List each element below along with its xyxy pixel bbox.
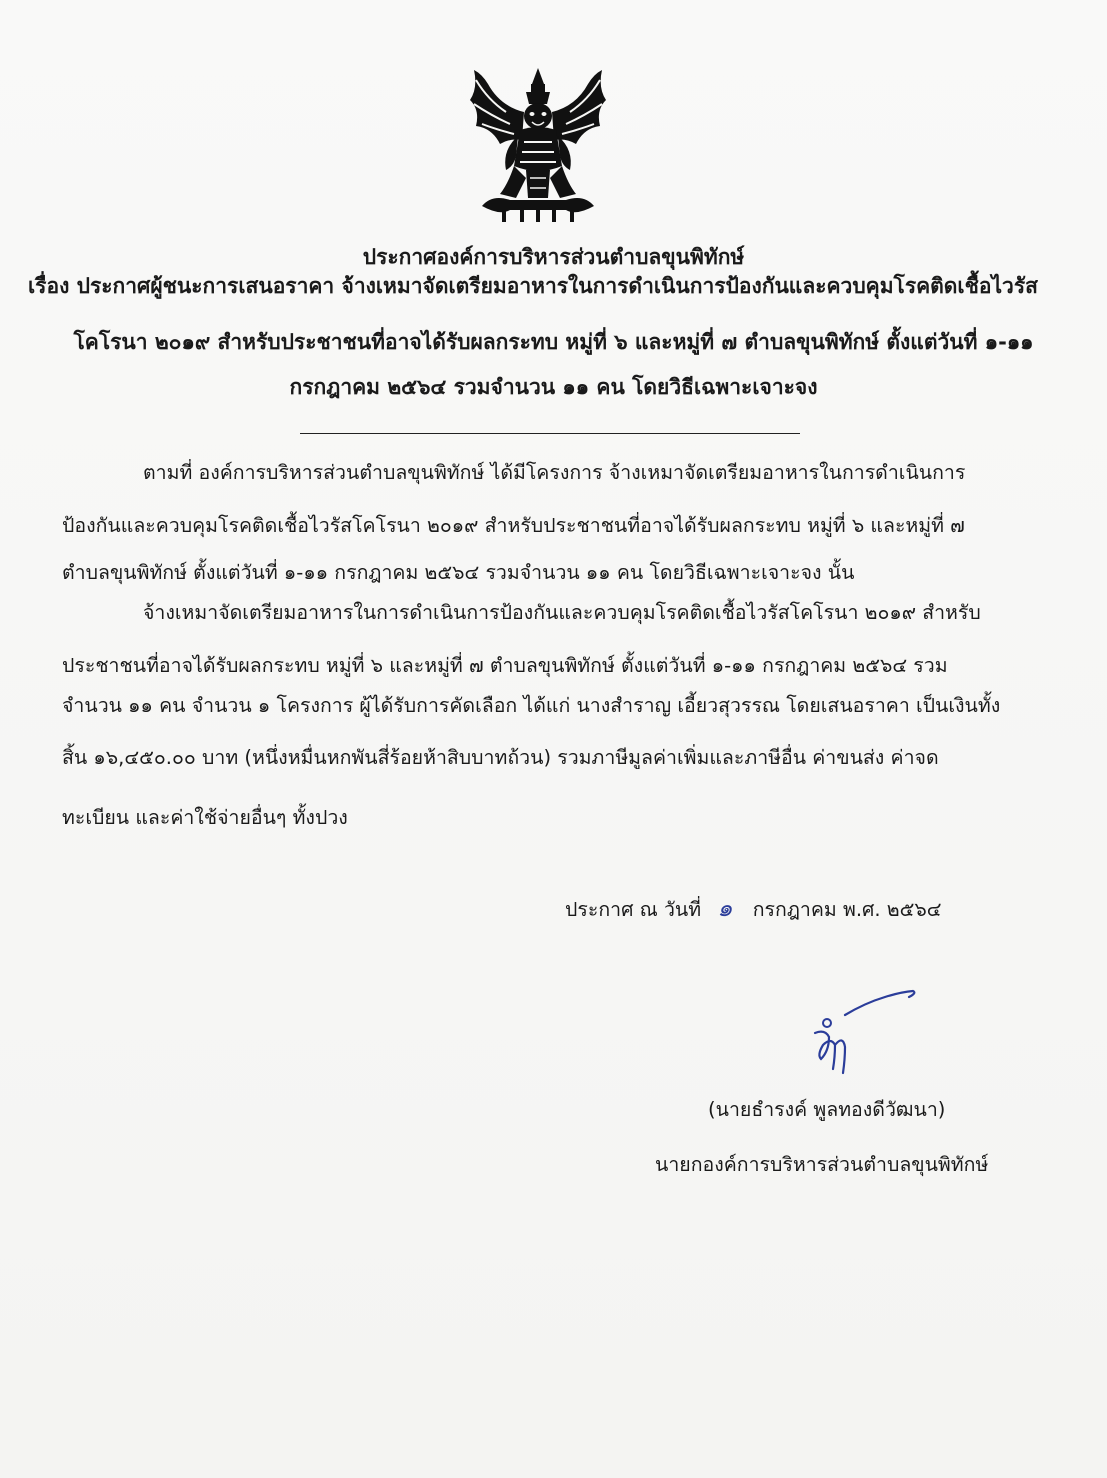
- subject-line-1: เรื่อง ประกาศผู้ชนะการเสนอราคา จ้างเหมาจัดเตรียมอาหารในการดำเนินการป้องกันและควบคุมโรคติดเชื้อไวรัส: [28, 274, 1038, 298]
- date-day-handwritten: ๑: [717, 894, 733, 922]
- announcement-title: ประกาศองค์การบริหารส่วนตำบลขุนพิทักษ์: [362, 245, 745, 269]
- signatory-name: (นายธำรงค์ พูลทองดีวัฒนา): [708, 1098, 946, 1121]
- subject-line-2: โคโรนา ๒๐๑๙ สำหรับประชาชนที่อาจได้รับผลกระทบ หมู่ที่ ๖ และหมู่ที่ ๗ ตำบลขุนพิทักษ์ ตั้งแต่วันที่ ๑-๑๑: [73, 330, 1034, 354]
- body-line: ป้องกันและควบคุมโรคติดเชื้อไวรัสโคโรนา ๒๐๑๙ สำหรับประชาชนที่อาจได้รับผลกระทบ หมู่ที่ ๖ และหมู่ที่ ๗: [62, 514, 965, 537]
- signatory-position: นายกองค์การบริหารส่วนตำบลขุนพิทักษ์: [655, 1153, 989, 1176]
- garuda-emblem-icon: [452, 66, 624, 226]
- body-line: สิ้น ๑๖,๔๕๐.๐๐ บาท (หนึ่งหมื่นหกพันสี่ร้อยห้าสิบบาทถ้วน) รวมภาษีมูลค่าเพิ่มและภาษีอื่น ค่าขนส่ง ค่าจด: [62, 746, 939, 769]
- date-month-year: กรกฎาคม พ.ศ. ๒๕๖๔: [752, 898, 942, 921]
- date-prefix: ประกาศ ณ วันที่: [565, 898, 702, 921]
- body-line: ตำบลขุนพิทักษ์ ตั้งแต่วันที่ ๑-๑๑ กรกฎาคม ๒๕๖๔ รวมจำนวน ๑๑ คน โดยวิธีเฉพาะเจาะจง นั้น: [62, 561, 855, 584]
- body-line: ประชาชนที่อาจได้รับผลกระทบ หมู่ที่ ๖ และหมู่ที่ ๗ ตำบลขุนพิทักษ์ ตั้งแต่วันที่ ๑-๑๑ กรกฎาคม ๒๕๖๔ รวม: [62, 654, 948, 677]
- announcement-date: [565, 896, 942, 920]
- body-line: จ้างเหมาจัดเตรียมอาหารในการดำเนินการป้องกันและควบคุมโรคติดเชื้อไวรัสโคโรนา ๒๐๑๙ สำหรับ: [143, 601, 981, 624]
- body-line: จำนวน ๑๑ คน จำนวน ๑ โครงการ ผู้ได้รับการคัดเลือก ได้แก่ นางสำราญ เอี้ยวสุวรรณ โดยเสนอราคา เป็นเงินทั้ง: [62, 694, 1001, 717]
- body-line: ทะเบียน และค่าใช้จ่ายอื่นๆ ทั้งปวง: [62, 806, 348, 829]
- subject-line-3: กรกฎาคม ๒๕๖๔ รวมจำนวน ๑๑ คน โดยวิธีเฉพาะเจาะจง: [289, 375, 818, 399]
- header-divider: [300, 433, 800, 434]
- handwritten-signature: [805, 985, 925, 1085]
- body-line: ตามที่ องค์การบริหารส่วนตำบลขุนพิทักษ์ ได้มีโครงการ จ้างเหมาจัดเตรียมอาหารในการดำเนินการ: [143, 461, 966, 484]
